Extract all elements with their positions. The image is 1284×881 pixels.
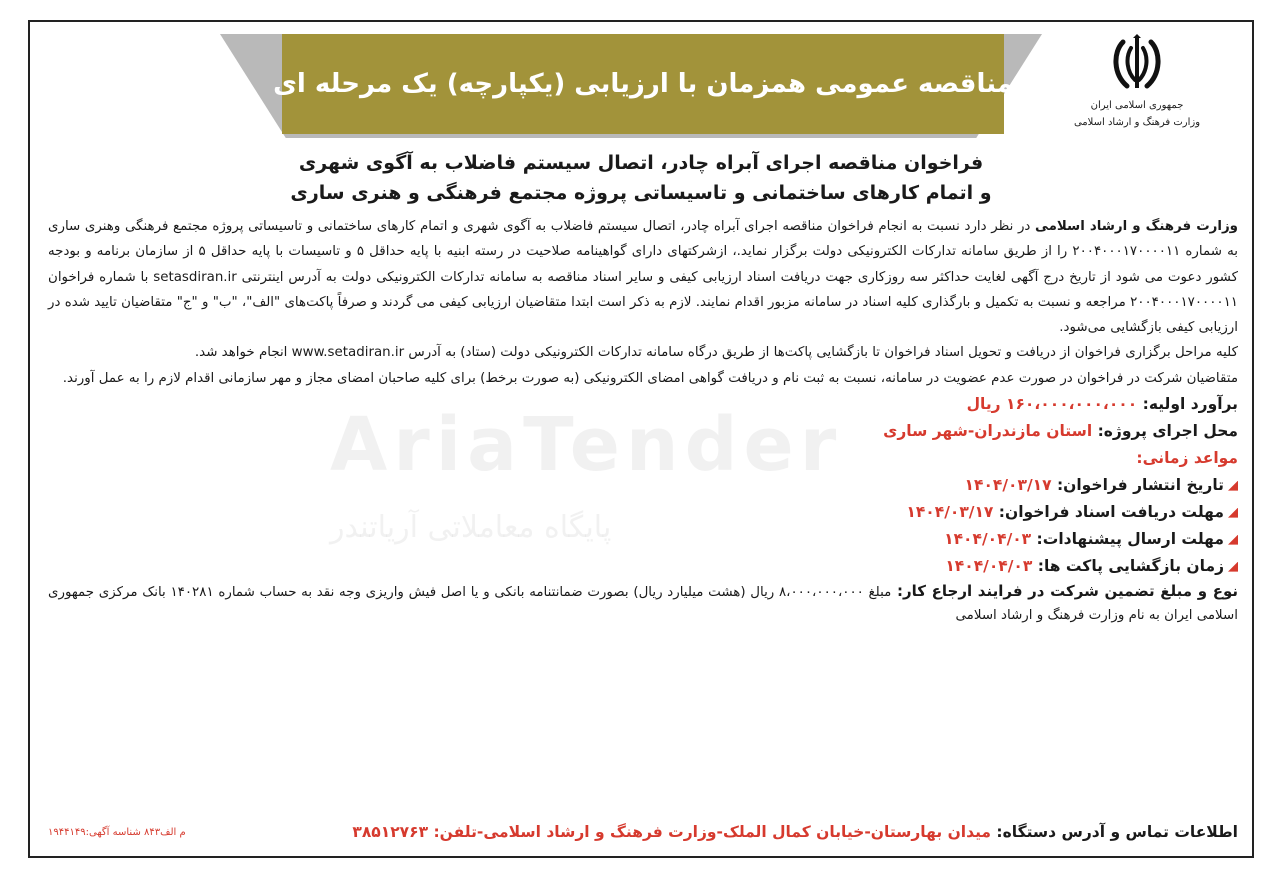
subtitle xyxy=(260,148,1022,208)
body-text xyxy=(48,214,1238,627)
schedule-item-value: ۱۴۰۴/۰۴/۰۳ xyxy=(944,530,1032,549)
watermark-logo: AriaTender xyxy=(330,402,843,488)
watermark-text: پایگاه معاملاتی آریاتندر xyxy=(330,510,612,545)
triangle-bullet-icon xyxy=(1228,535,1238,545)
triangle-bullet-icon xyxy=(1228,508,1238,518)
deposit-paragraph xyxy=(48,580,1238,627)
triangle-bullet-icon xyxy=(1228,562,1238,572)
iran-emblem-icon xyxy=(1109,34,1165,96)
paragraph-registration: متقاضیان شرکت در فراخوان در صورت عدم عضویت در سامانه، نسبت به ثبت نام و دریافت گواهی امضای الکترونیکی (به صورت برخط) برای کلیه صاحبان امضای مجاز و مهر سازمانی اقدام لازم را به عمل آورند. xyxy=(62,370,1238,386)
schedule-item xyxy=(48,499,1238,526)
contact-value: میدان بهارستان-خیابان کمال الملک-وزارت فرهنگ و ارشاد اسلامی-تلفن: ۳۸۵۱۲۷۶۳ xyxy=(352,823,991,841)
paragraph-intro xyxy=(48,214,1238,340)
ad-code: م الف۸۴۳ شناسه آگهی:۱۹۴۴۱۴۹ xyxy=(48,826,186,838)
contact-label: اطلاعات تماس و آدرس دستگاه: xyxy=(991,823,1238,841)
subtitle-line-1: فراخوان مناقصه اجرای آبراه چادر، اتصال سیستم فاضلاب به آگوی شهری xyxy=(298,152,984,174)
schedule-item xyxy=(48,526,1238,553)
location-label: محل اجرای پروژه: xyxy=(1092,422,1238,441)
schedule-item-label: تاریخ انتشار فراخوان: xyxy=(1051,476,1224,495)
estimate-line xyxy=(48,391,1238,418)
deposit-label: نوع و مبلغ تضمین شرکت در فرایند ارجاع کار: xyxy=(891,582,1238,601)
location-value: استان مازندران-شهر ساری xyxy=(883,422,1093,441)
paragraph-intro-text: در نظر دارد نسبت به انجام فراخوان مناقصه اجرای آبراه چادر، اتصال سیستم فاضلاب به آگوی شهری و اتمام کارهای ساختمانی و تاسیساتی پروژه مجتمع فرهنگی وهنری ساری به شماره ۲۰۰۴۰۰۰۱۷۰۰۰۰۱۱ را از طریق سامانه تدارکات الکترونیکی دولت برگزار نماید.، ازشرکتهای دارای گواهینامه صلاحیت در رسته ابنیه با پایه حداقل ۵ و تاسیسات با پایه حداقل ۵ از سازمان برنامه و بودجه کشور دعوت می شود از تاریخ درج آگهی لغایت حداکثر سه روزکاری جهت دریافت اسناد ارزیابی کیفی و سایر اسناد مناقصه به سامانه تدارکات الکترونیکی دولت به آدرس اینترنتی setasdiran.ir با شماره فراخوان ۲۰۰۴۰۰۰۱۷۰۰۰۰۱۱ مراجعه و نسبت به تکمیل و بارگذاری کلیه اسناد در سامانه مزبور اقدام نمایند. لازم به ذکر است ابتدا متقاضیان ارزیابی کیفی می گردند و صرفاً پاکت‌های "الف"، "ب" و "ج" متقاضیان تایید شده در ارزیابی کیفی بازگشایی می‌شود. xyxy=(48,219,1238,336)
schedule-item xyxy=(48,472,1238,499)
schedule-item-label: مهلت ارسال پیشنهادات: xyxy=(1031,530,1224,549)
paragraph-stages: کلیه مراحل برگزاری فراخوان از دریافت و تحویل اسناد فراخوان تا بازگشایی پاکت‌ها از طریق درگاه سامانه تدارکات الکترونیکی دولت (ستاد) به آدرس www.setadiran.ir انجام خواهد شد. xyxy=(194,345,1238,361)
deposit-text: مبلغ ۸،۰۰۰،۰۰۰،۰۰۰ ریال (هشت میلیارد ریال) بصورت ضمانتنامه بانکی و یا اصل فیش واریزی وجه نقد به حساب شماره ۱۴۰۲۸۱ بانک مرکزی جمهوری اسلامی ایران به نام وزارت فرهنگ و ارشاد اسلامی xyxy=(48,585,1238,624)
schedule-item-value: ۱۴۰۴/۰۴/۰۳ xyxy=(945,557,1033,576)
schedule-item-label: مهلت دریافت اسناد فراخوان: xyxy=(993,503,1224,522)
schedule-title: مواعد زمانی: xyxy=(1136,449,1238,468)
triangle-bullet-icon xyxy=(1228,481,1238,491)
emblem-block xyxy=(1062,34,1212,128)
schedule-item-value: ۱۴۰۴/۰۳/۱۷ xyxy=(964,476,1052,495)
ad-frame xyxy=(28,20,1254,858)
org-line-ministry: وزارت فرهنگ و ارشاد اسلامی xyxy=(1073,117,1201,128)
schedule-item-label: زمان بازگشایی پاکت ها: xyxy=(1032,557,1224,576)
estimate-value: ۱۶۰،۰۰۰،۰۰۰،۰۰۰ ریال xyxy=(966,395,1138,414)
estimate-label: برآورد اولیه: xyxy=(1137,395,1238,414)
ministry-name: وزارت فرهنگ و ارشاد اسلامی xyxy=(1035,219,1238,234)
org-line-country: جمهوری اسلامی ایران xyxy=(1090,100,1184,111)
header-gold-banner xyxy=(273,34,1013,134)
schedule-item-value: ۱۴۰۴/۰۳/۱۷ xyxy=(906,503,994,522)
contact-line xyxy=(352,823,1238,841)
subtitle-line-2: و اتمام کارهای ساختمانی و تاسیساتی پروژه مجتمع فرهنگی و هنری ساری xyxy=(290,182,992,204)
location-line xyxy=(48,418,1238,445)
schedule-item xyxy=(48,553,1238,580)
contact-row xyxy=(48,817,1238,847)
header-title: مناقصه عمومی همزمان با ارزیابی (یکپارچه) یک مرحله ای xyxy=(273,69,1013,99)
